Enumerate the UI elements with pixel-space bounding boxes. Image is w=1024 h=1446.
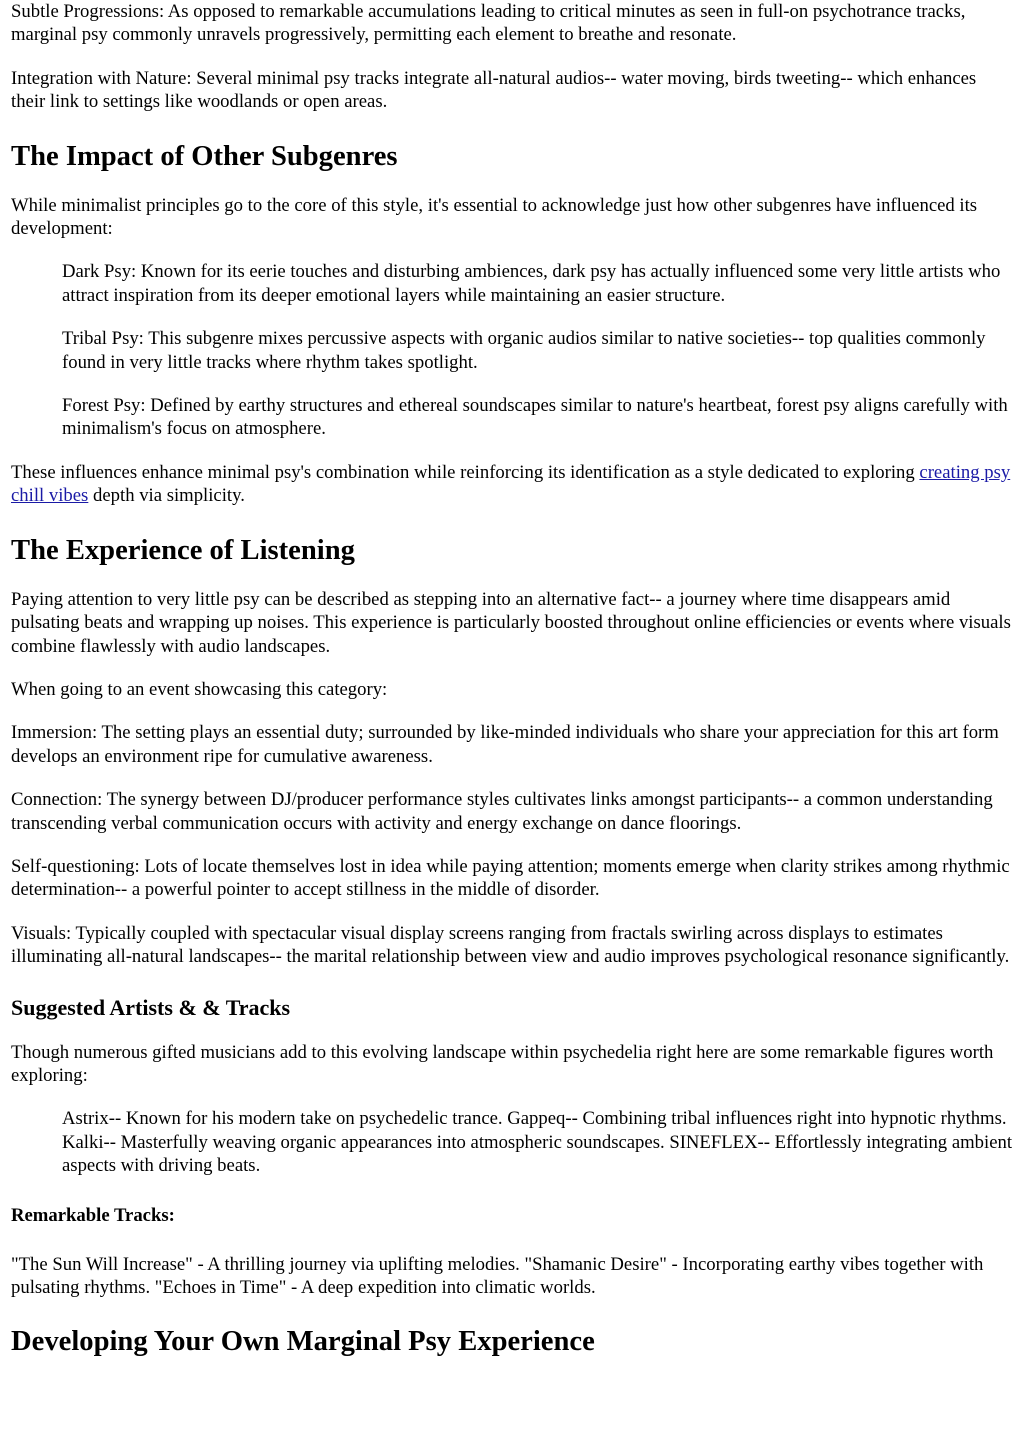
heading-developing-experience: Developing Your Own Marginal Psy Experience: [11, 1326, 595, 1358]
paragraph-tracks: "The Sun Will Increase" - A thrilling journey via uplifting melodies. "Shamanic Desire" - Incorporating earthy vibes together with pulsating rhythms. "Echoes in Time" - A deep expedition into climatic worlds.: [11, 1253, 984, 1298]
paragraph-subtle-progressions: Subtle Progressions: As opposed to remarkable accumulations leading to critical minutes as seen in full-on psychotrance tracks, marginal psy commonly unravels progressively, permitting each element to breathe and resonate.: [11, 1, 966, 46]
quote-tribal-psy: Tribal Psy: This subgenre mixes percussive aspects with organic audios similar to native societies-- top qualities commonly found in very little tracks where rhythm takes spotlight.: [62, 328, 986, 373]
paragraph-musicians: Though numerous gifted musicians add to this evolving landscape within psychedelia right here are some remarkable figures worth exploring:: [11, 1041, 994, 1086]
paragraph-visuals: Visuals: Typically coupled with spectacular visual display screens ranging from fractals swirling across displays to estimates illuminating all-natural landscapes-- the marital relationship between view and audio improves psychological resonance significantly.: [11, 922, 1010, 968]
paragraph-connection: Connection: The synergy between DJ/producer performance styles cultivates links amongst participants-- a common understanding transcending verbal communication occurs with activity and energy exchange on dance floorings.: [11, 789, 993, 834]
heading-remarkable-tracks: Remarkable Tracks:: [11, 1204, 175, 1226]
paragraph-influences: [11, 461, 1013, 508]
quote-dark-psy: Dark Psy: Known for its eerie touches and disturbing ambiences, dark psy has actually influenced some very little artists who attract inspiration from its deeper emotional layers while maintaining an easier structure.: [62, 261, 1001, 306]
heading-suggested-artists: Suggested Artists & & Tracks: [11, 994, 291, 1020]
influences-text-before: These influences enhance minimal psy's combination while reinforcing its identification as a style dedicated to exploring: [11, 461, 920, 483]
influences-text-after: depth via simplicity.: [88, 485, 245, 507]
quote-artists: Astrix-- Known for his modern take on psychedelic trance. Gappeq-- Combining tribal influences right into hypnotic rhythms. Kalki-- Masterfully weaving organic appearances into atmospheric soundscapes. SINEFLEX-- Effortlessly integrating ambient aspects with driving beats.: [62, 1108, 1013, 1177]
paragraph-event: When going to an event showcasing this category:: [11, 678, 388, 700]
artists-quote-block: [62, 1107, 1013, 1177]
quote-forest-psy: Forest Psy: Defined by earthy structures and ethereal soundscapes similar to nature's heartbeat, forest psy aligns carefully with minimalism's focus on atmosphere.: [62, 395, 1008, 440]
paragraph-listening: Paying attention to very little psy can be described as stepping into an alternative fact-- a journey where time disappears amid pulsating beats and wrapping up noises. This experience is particularly boosted throughout online efficiencies or events where visuals combine flawlessly with audio landscapes.: [11, 588, 1011, 657]
heading-experience-listening: The Experience of Listening: [11, 534, 355, 566]
subgenre-quote-block: [62, 260, 1013, 440]
link-creating-psy-chill-vibes[interactable]: creating psy chill vibes: [11, 461, 1011, 507]
paragraph-self-questioning: Self-questioning: Lots of locate themselves lost in idea while paying attention; moments emerge when clarity strikes among rhythmic determination-- a powerful pointer to accept stillness in the middle of disorder.: [11, 855, 1010, 901]
paragraph-integration-nature: Integration with Nature: Several minimal psy tracks integrate all-natural audios-- water moving, birds tweeting-- which enhances their link to settings like woodlands or open areas.: [11, 67, 977, 113]
paragraph-immersion: Immersion: The setting plays an essential duty; surrounded by like-minded individuals who share your appreciation for this art form develops an environment ripe for cumulative awareness.: [11, 722, 999, 767]
heading-impact-subgenres: The Impact of Other Subgenres: [11, 140, 398, 172]
paragraph-impact-intro: While minimalist principles go to the core of this style, it's essential to acknowledge just how other subgenres have influenced its development:: [11, 194, 978, 240]
